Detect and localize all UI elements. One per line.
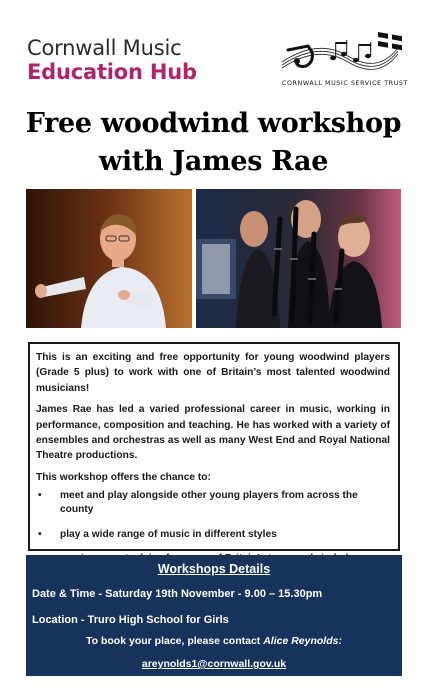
clarinet-players-photo bbox=[196, 189, 401, 328]
logo-line-1: Cornwall Music bbox=[27, 36, 182, 60]
contact-prefix: To book your place, please contact bbox=[86, 635, 264, 647]
offers-heading: This workshop offers the chance to: bbox=[36, 471, 211, 483]
logo-line-2: Education Hub bbox=[27, 60, 197, 84]
bullet-icon: • bbox=[38, 490, 42, 502]
workshop-details-panel bbox=[26, 555, 402, 676]
conductor-photo bbox=[26, 189, 192, 328]
intro-paragraph: This is an exciting and free opportunity for young woodwind players (Grade 5 plus) to work with one of Britain’s most talented woodwind musicians! bbox=[36, 352, 390, 394]
date-time: Date & Time - Saturday 19th November - 9.00 – 15.30pm bbox=[32, 588, 323, 600]
bullet-icon: • bbox=[38, 528, 42, 540]
location: Location - Truro High School for Girls bbox=[32, 614, 229, 626]
music-service-trust-logo bbox=[278, 28, 406, 92]
list-item bbox=[36, 528, 390, 542]
list-item-text: meet and play alongside other young players from across the county bbox=[60, 490, 358, 516]
list-item-text: play a wide range of music in different styles bbox=[60, 528, 277, 540]
conductor-figure-icon bbox=[26, 189, 192, 328]
page-title-line-2: with James Rae bbox=[98, 146, 329, 177]
cornwall-music-education-hub-logo bbox=[27, 38, 197, 83]
contact-name: Alice Reynolds: bbox=[263, 635, 342, 647]
booking-contact bbox=[26, 635, 402, 647]
page-title-line-1: Free woodwind workshop bbox=[25, 108, 402, 139]
contact-email-link[interactable]: areynolds1@cornwall.gov.uk bbox=[141, 658, 287, 670]
workshop-info-box bbox=[28, 342, 400, 551]
details-heading: Workshops Details bbox=[157, 562, 271, 576]
list-item bbox=[36, 489, 390, 517]
saxophone-notes-flag-icon bbox=[278, 28, 406, 80]
clarinet-players-icon bbox=[196, 189, 401, 328]
trust-name: CORNWALL MUSIC SERVICE TRUST bbox=[282, 80, 408, 87]
bio-paragraph: James Rae has led a varied professional career in music, working in performance, composition and teaching. He has worked with a variety of ensembles and orchestras as well as many West End and Royal National Theatre productions. bbox=[36, 404, 390, 462]
